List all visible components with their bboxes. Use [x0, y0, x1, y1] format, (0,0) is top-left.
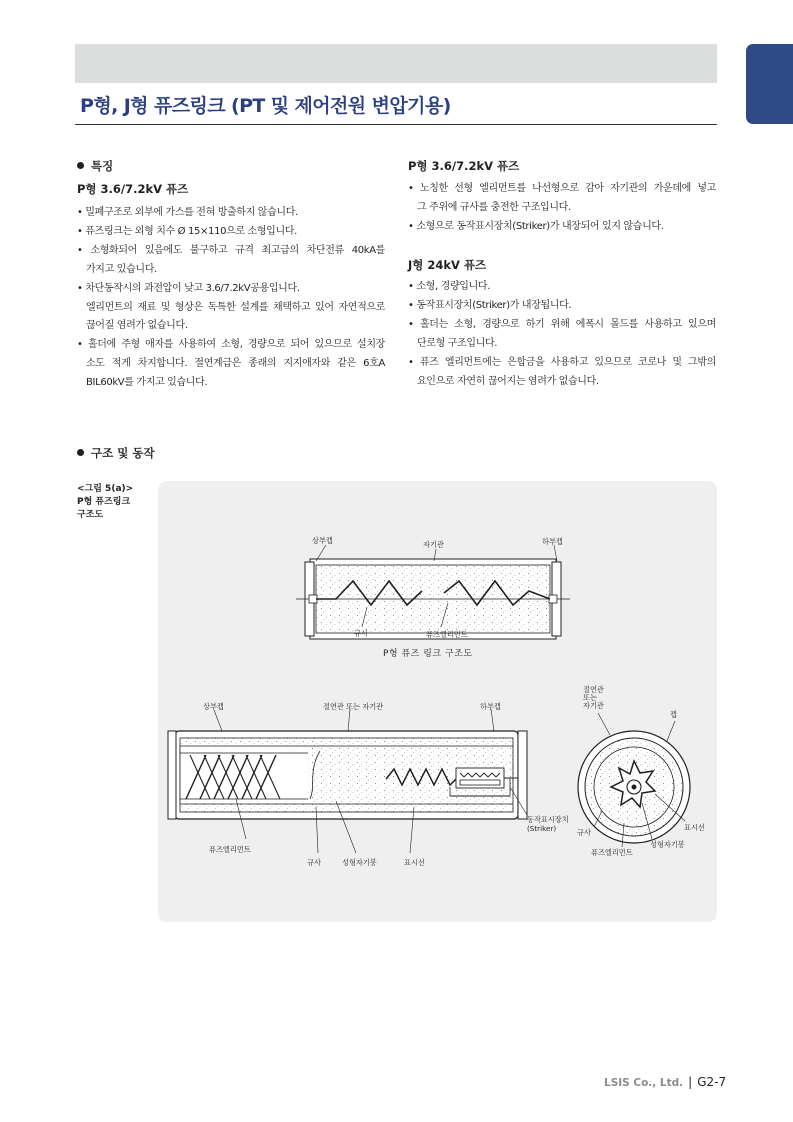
bullet-dot-icon: [77, 162, 84, 169]
figure-caption-line: P형 퓨즈링크: [77, 497, 131, 507]
j-type-fuse-subheading: J형 24kV 퓨즈: [408, 258, 487, 272]
text-line: • 차단동작시의 과전압이 낮고 3.6/7.2kV공용입니다.: [77, 282, 300, 294]
j-fuse-star-core-label: 성형자기봉: [342, 858, 377, 867]
leader-line: [667, 721, 675, 741]
j-fuse-indicator-wire-label: 표시선: [404, 858, 425, 867]
leader-line: [491, 709, 494, 731]
figure-caption-line: 구조도: [77, 510, 104, 520]
features-heading: [77, 158, 113, 174]
bullet-dot-icon: [77, 449, 84, 456]
structure-heading: [77, 445, 155, 461]
p-fuse-diagram-title: P형 퓨즈 링크 구조도: [383, 649, 473, 659]
page-number: G2-7: [697, 1075, 727, 1089]
j-type-fuse-description: [408, 278, 716, 391]
j-fuse-element-label: 퓨즈엘리먼트: [209, 845, 251, 854]
text-line: • 소형화되어 있음에도 불구하고 규격 최고급의 차단전류 40kA를: [77, 244, 385, 256]
company-name: LSIS Co., Ltd.: [604, 1077, 684, 1089]
text-line: 단로형 구조입니다.: [417, 337, 498, 349]
p-fuse-silica-sand-label: 규사: [354, 629, 368, 638]
text-line: • 노칭한 선형 엘리먼트를 나선형으로 감아 자기관의 가운데에 넣고: [408, 183, 716, 194]
features-heading-text: 특징: [91, 159, 114, 173]
j-fuse-upper-cap: [168, 731, 176, 819]
text-line: • 소형, 경량입니다.: [408, 281, 491, 292]
p-type-fuse-subheading: P형 3.6/7.2kV 퓨즈: [77, 182, 189, 196]
figure-caption: [77, 483, 133, 522]
diagram-panel: [158, 481, 717, 922]
text-line: 그 주위에 규사를 충전한 구조입니다.: [417, 201, 571, 213]
text-line: • 밀폐구조로 외부에 가스를 전혀 방출하지 않습니다.: [77, 207, 298, 218]
page-footer: [604, 1071, 726, 1090]
text-line: 요인으로 자연히 끊어지는 염려가 없습니다.: [417, 375, 599, 387]
figure-number: <그림 5(a)>: [77, 484, 134, 494]
page-title: P형, J형 퓨즈링크 (PT 및 제어전원 변압기용): [80, 95, 451, 117]
text-line: 끊어질 염려가 없습니다.: [86, 320, 188, 332]
p-type-fuse-description: [77, 204, 385, 393]
cross-section-star-core-label: 성형자기봉: [650, 840, 685, 849]
j-fuse-tube-label: 절연관 또는 자기관: [323, 702, 384, 711]
section-side-tab: [746, 44, 793, 124]
leader-line: [348, 709, 350, 731]
text-line: • 소형으로 동작표시장치(Striker)가 내장되어 있지 않습니다.: [408, 220, 664, 232]
p-fuse-element-label: 퓨즈엘리먼트: [426, 630, 468, 639]
j-fuse-silica-sand-label: 규사: [307, 858, 321, 867]
cross-section-cap-label: 캡: [670, 710, 677, 719]
structure-heading-text: 구조 및 동작: [91, 446, 155, 460]
cross-section-element-label: 퓨즈엘리먼트: [591, 848, 633, 857]
label-line: 자기관: [583, 701, 604, 710]
label-line: 또는: [583, 693, 597, 702]
text-line: • 퓨즈링크는 외형 치수 Ø 15×110으로 소형입니다.: [77, 225, 297, 237]
text-line: • 홀더는 소형, 경량으로 하기 위해 에폭시 몰드를 사용하고 있으며: [408, 318, 716, 330]
text-line: 가지고 있습니다.: [86, 263, 157, 275]
j-fuse-upper-cap-label: 상부캡: [203, 702, 224, 711]
j-fuse-lower-cap-label: 하부캡: [480, 702, 501, 711]
cross-section-drawing: [578, 713, 690, 847]
j-fuse-drawing: [168, 709, 527, 853]
p-type-structure-description: [408, 180, 716, 237]
j-fuse-striker-en-label: (Striker): [527, 824, 557, 833]
footer-separator: |: [688, 1075, 693, 1089]
text-line: 소도 적게 차지합니다. 절연계급은 종래의 지지애자와 같은 6호A: [86, 358, 385, 370]
j-fuse-lower-cap: [518, 731, 527, 819]
header-band: [75, 44, 717, 83]
text-line: • 퓨즈 엘리먼트에는 은합금을 사용하고 있으므로 코로나 및 그밖의: [408, 356, 716, 368]
text-line: 엘리먼트의 재료 및 형상은 독특한 설계를 채택하고 있어 자연적으로: [86, 301, 385, 313]
cross-section-silica-sand-label: 규사: [577, 828, 591, 837]
leader-line: [598, 713, 610, 735]
text-line: • 동작표시장치(Striker)가 내장됩니다.: [408, 299, 572, 311]
p-fuse-upper-cap-label: 상부캡: [312, 536, 333, 545]
p-type-structure-subheading: P형 3.6/7.2kV 퓨즈: [408, 159, 520, 173]
p-fuse-ceramic-tube-label: 자기관: [423, 540, 444, 549]
p-fuse-drawing: [296, 545, 570, 639]
p-fuse-lower-cap-label: 하부캡: [542, 537, 563, 546]
cross-section-indicator-wire-label: 표시선: [684, 823, 705, 832]
leader-line: [214, 710, 222, 731]
text-line: BIL60kV를 가지고 있습니다.: [86, 377, 208, 389]
label-line: 절연관: [583, 685, 604, 694]
text-line: • 홀더에 주형 애자를 사용하여 소형, 경량으로 되어 있으므로 설치장: [77, 339, 385, 351]
j-fuse-striker-label: 동작표시장치: [527, 815, 569, 824]
title-divider: [75, 124, 717, 125]
cross-section-tube-label: [583, 686, 604, 710]
